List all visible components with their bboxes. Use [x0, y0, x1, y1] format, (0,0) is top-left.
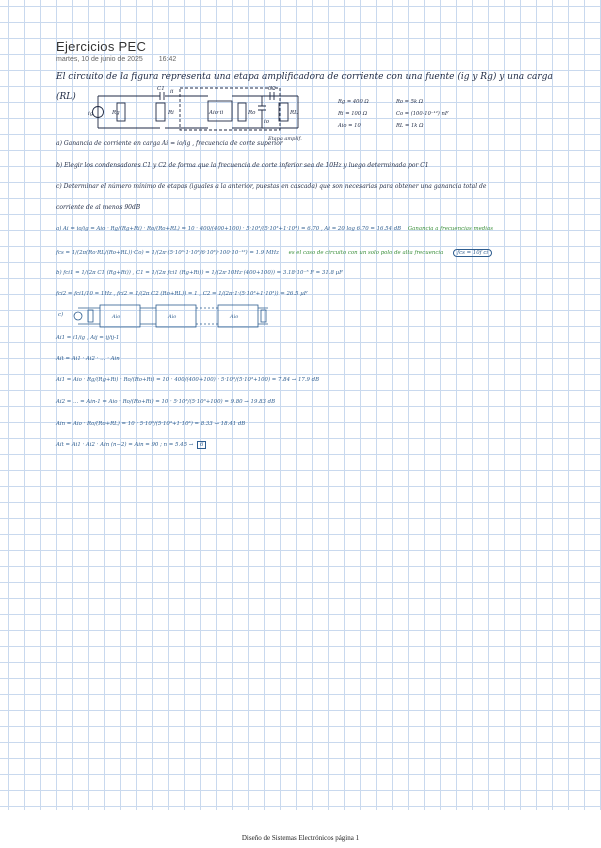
solution-c-result: Ait = Ai1 · Ai2 · Ain (n−2) = Ain = 90 ; n = 5.45 →: [56, 442, 194, 448]
date-text: martes, 10 de junio de 2025: [56, 56, 143, 63]
question-b: b) Elegir los condensadores C1 y C2 de forma que la frecuencia de corte inferior sea de 10Hz y luego determinada por C1: [56, 162, 429, 169]
label-ii: ii: [170, 89, 174, 95]
solution-c-line-2: Ait = Ai1 · Ai2 · … · Ain: [56, 356, 120, 362]
solution-a-line-2: [56, 250, 492, 256]
cascade-stage-n-label: Aio: [230, 314, 239, 320]
value-rl: RL = 1k Ω: [396, 123, 424, 129]
solution-a-fcs: fcs = 1/(2π(Ro·RL/(Ro+RL))·Co) = 1/(2π·(5·10³·1·10³/6·10³)·100·10⁻¹²) = 1.9 MHz: [56, 250, 279, 256]
solution-a-note: Ganancia a frecuencias medias: [407, 226, 493, 232]
solution-c-line-5: Ain = Aio · Ro/(Ro+RL) = 10 · 5·10³/(5·10³+1·10³) = 8.33 → 18.41 dB: [56, 421, 246, 427]
value-aio: Aio = 10: [338, 123, 361, 129]
solution-c-line-6: [56, 442, 206, 448]
solution-b-line-1: b) fci1 = 1/(2π C1 (Rg+Ri)) , C1 = 1/(2π fci1 (Rg+Ri)) = 1/(2π·10Hz·(400+100)) = 3.18·10⁻⁵ F = 31.8 µF: [56, 270, 343, 276]
value-ro: Ro = 5k Ω: [396, 99, 424, 105]
solution-a-gain: a) Ai = io/ig = Aio · Rg/(Rg+Ri) · Ro/(Ro+RL) = 10 · 400/(400+100) · 5·10³/(5·10³+1·10³) = 6.70 , Ai = 20 log 6.70 = 16.54 dB: [56, 226, 402, 232]
label-aio: Aio·ii: [209, 110, 224, 116]
ro-resistor: [238, 103, 246, 121]
solution-c-label: c): [58, 312, 64, 318]
solution-b-line-2: fci2 = fci1/10 = 1Hz , fci2 = 1/(2π C2 (Ro+RL)) = 1 , C2 = 1/(2π·1·(5·10³+1·10³)) = 26.5 µF: [56, 291, 308, 297]
time-text: 16:42: [158, 56, 177, 63]
page-title: Ejercicios PEC: [56, 39, 147, 54]
statement-line-2: (RL): [56, 92, 76, 102]
cascade-source: [74, 312, 82, 320]
question-a: a) Ganancia de corriente en carga Ai = io/ig , frecuencia de corte superior: [56, 140, 283, 147]
value-rg: Rg = 400 Ω: [338, 99, 369, 105]
question-c-line-2: corriente de al menos 90dB: [56, 204, 141, 211]
value-ri: Ri = 100 Ω: [338, 111, 368, 117]
label-c1: C1: [157, 86, 165, 92]
label-c2: C2: [268, 86, 276, 92]
solution-c-line-4: Ai2 = … = Ain-1 = Aio · Ro/(Ro+Ri) = 10 · 5·10³/(5·10³+100) = 9.80 → 19.83 dB: [56, 399, 276, 405]
label-rg: Rg: [112, 110, 120, 116]
solution-c-line-1: Ai1 = i1/ig , Aij = ij/ij-1: [56, 335, 120, 341]
label-ri: Ri: [168, 110, 174, 116]
label-io: io: [264, 119, 270, 125]
label-ig: ig: [88, 111, 94, 117]
solution-a-line-1: [56, 226, 493, 232]
cascade-stage-1-label: Aio: [112, 314, 121, 320]
question-c-line-1: c) Determinar el número mínimo de etapas (iguales a la anterior, puestas en cascada) que son necesarias para obtener una ganancia total de: [56, 183, 487, 190]
statement-line-1: El circuito de la figura representa una etapa amplificadora de corriente con una fuente (ig y Rg) y una carga: [56, 72, 553, 82]
solution-c-answer-box: 6: [197, 441, 206, 449]
label-ro: Ro: [248, 110, 256, 116]
solution-c-line-3: Ai1 = Aio · Rg/(Rg+Ri) · Ro/(Ro+Ri) = 10 · 400/(400+100) · 5·10³/(5·10³+100) = 7.84 → 17.9 dB: [56, 377, 320, 383]
label-rl: RL: [290, 110, 298, 116]
value-co: Co = (100·10⁻¹²) nF: [396, 111, 449, 117]
component-values: [337, 99, 449, 129]
cascade-stage-2-label: Aio: [168, 314, 177, 320]
label-stage: Etapa amplif.: [268, 136, 302, 142]
solution-a-boxed: fcs = 10f ci: [453, 249, 492, 257]
solution-a-fcs-note: es el caso de circuito con un solo polo de alta frecuencia: [288, 250, 444, 256]
page-footer: Diseño de Sistemas Electrónicos página 1: [241, 834, 360, 842]
ri-resistor: [156, 103, 165, 121]
